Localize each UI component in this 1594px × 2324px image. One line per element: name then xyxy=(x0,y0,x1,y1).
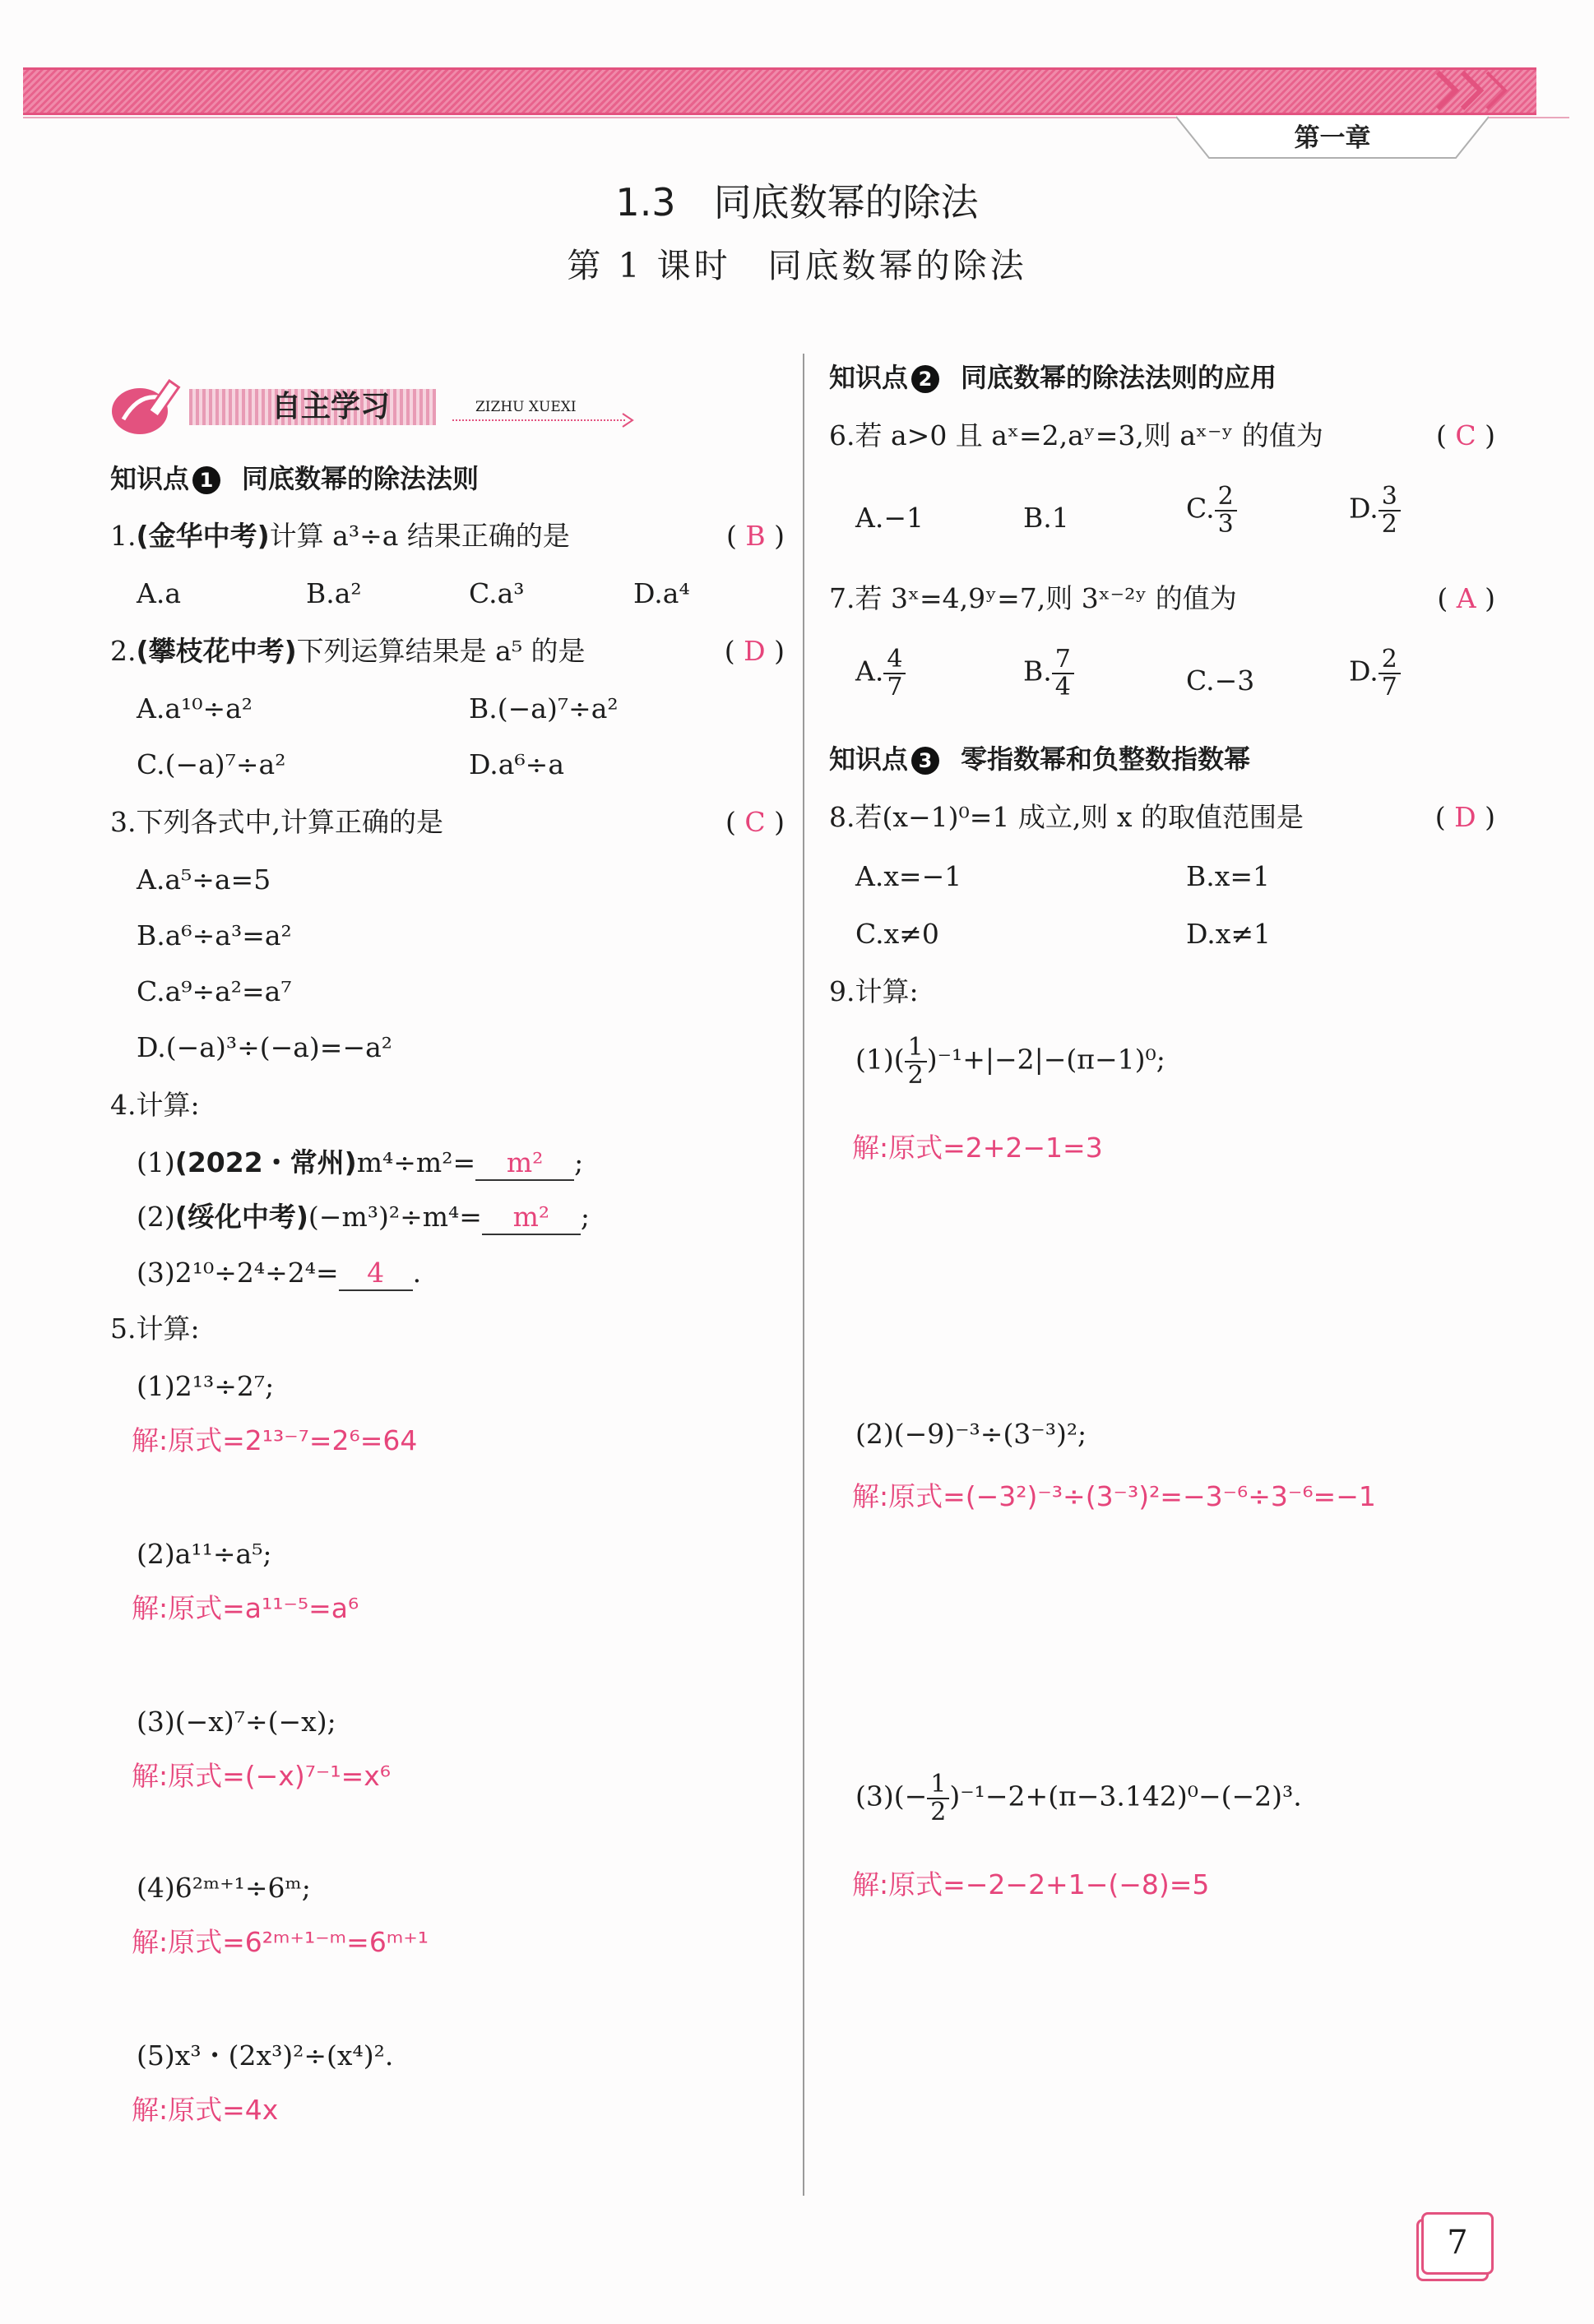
lesson-subtitle: 第 1 课时 同底数幂的除法 xyxy=(567,246,1027,285)
q5-solution-5: 解:原式=4x xyxy=(132,2094,279,2126)
kp-number: 1 xyxy=(192,466,220,494)
section-pinyin: ZIZHU XUEXI xyxy=(475,399,577,415)
header-band xyxy=(23,67,1536,115)
answer-choice: D xyxy=(1454,801,1476,833)
q4-part-1: (1)(2022・常州)m⁴÷m²= m² ; xyxy=(137,1146,583,1181)
q9-part-1: (1)( $\frac{1}{2}$ )⁻¹+|−2|−(π−1)⁰; xyxy=(855,1033,1165,1090)
question-6: 6.若 a>0 且 aˣ=2,aʸ=3,则 aˣ⁻ʸ 的值为 ( C ) xyxy=(829,419,1495,451)
option-d: D.x≠1 xyxy=(1186,918,1272,950)
question-7: 7.若 3ˣ=4,9ʸ=7,则 3ˣ⁻²ʸ 的值为 ( A ) xyxy=(829,582,1495,614)
option-c: C.−3 xyxy=(1186,664,1255,697)
q9-solution-1: 解:原式=2+2−1=3 xyxy=(852,1132,1103,1164)
question-4: 4.计算: xyxy=(110,1089,200,1121)
q5-solution-4: 解:原式=6²ᵐ⁺¹⁻ᵐ=6ᵐ⁺¹ xyxy=(132,1926,429,1958)
option-c: C.a⁹÷a²=a⁷ xyxy=(137,975,292,1007)
answer-blank: 4 xyxy=(339,1257,413,1291)
option-a: A. $\frac{4}{7}$ xyxy=(855,646,906,700)
option-c: C.x≠0 xyxy=(855,918,939,950)
chapter-tab xyxy=(1176,115,1489,161)
q5-solution-1: 解:原式=2¹³⁻⁷=2⁶=64 xyxy=(132,1424,418,1456)
option-c: C. $\frac{2}{3}$ xyxy=(1186,484,1237,537)
q9-part-3: (3)(− $\frac{1}{2}$ )⁻¹−2+(π−3.142)⁰−(−2)³. xyxy=(855,1770,1302,1826)
option-d: D.a⁴ xyxy=(633,577,690,609)
page-title: 1.3 同底数幂的除法 xyxy=(615,180,979,225)
page-number-badge xyxy=(1416,2212,1499,2275)
q9-solution-3: 解:原式=−2−2+1−(−8)=5 xyxy=(852,1868,1210,1900)
option-a: A.a¹⁰÷a² xyxy=(137,692,253,725)
q5-part-3: (3)(−x)⁷÷(−x); xyxy=(137,1706,336,1738)
answer-choice: C xyxy=(744,806,766,838)
pen-icon xyxy=(107,374,189,440)
option-a: A.a xyxy=(137,577,181,609)
question-8: 8.若(x−1)⁰=1 成立,则 x 的取值范围是 ( D ) xyxy=(829,801,1495,833)
question-5: 5.计算: xyxy=(110,1312,200,1345)
answer-choice: B xyxy=(745,520,766,552)
column-divider xyxy=(803,354,804,2196)
question-9: 9.计算: xyxy=(829,975,919,1007)
q9-part-2: (2)(−9)⁻³÷(3⁻³)²; xyxy=(855,1418,1087,1450)
option-c: C.(−a)⁷÷a² xyxy=(137,748,286,780)
question-3: 3.下列各式中,计算正确的是 ( C ) xyxy=(110,806,785,838)
option-b: B.a⁶÷a³=a² xyxy=(137,919,292,951)
option-b: B.1 xyxy=(1023,502,1069,534)
knowledge-point-3: 知识点 3 零指数幂和负整数指数幂 xyxy=(829,743,1251,775)
option-d: D.(−a)³÷(−a)=−a² xyxy=(137,1031,393,1063)
answer-choice: C xyxy=(1455,419,1476,451)
section-label: 自主学习 xyxy=(271,390,391,424)
answer-choice: A xyxy=(1456,582,1476,614)
chevron-right-icon xyxy=(1431,66,1538,115)
option-c: C.a³ xyxy=(469,577,525,609)
option-a: A.−1 xyxy=(855,502,924,534)
option-b: B.x=1 xyxy=(1186,860,1270,892)
kp-number: 2 xyxy=(911,365,939,393)
kp-number: 3 xyxy=(911,747,939,775)
answer-blank: m² xyxy=(482,1201,581,1235)
q5-part-4: (4)6²ᵐ⁺¹÷6ᵐ; xyxy=(137,1872,311,1904)
option-d: D. $\frac{3}{2}$ xyxy=(1349,484,1401,537)
answer-choice: D xyxy=(744,635,766,667)
q5-part-1: (1)2¹³÷2⁷; xyxy=(137,1370,275,1402)
q4-part-2: (2)(绥化中考)(−m³)²÷m⁴= m² ; xyxy=(137,1201,590,1235)
knowledge-point-1: 知识点 1 同底数幂的除法法则 xyxy=(110,463,480,494)
q4-part-3: (3)2¹⁰÷2⁴÷2⁴= 4 . xyxy=(137,1257,421,1291)
option-a: A.x=−1 xyxy=(855,860,962,892)
question-1: 1.(金华中考)计算 a³÷a 结果正确的是 ( B ) xyxy=(110,520,785,552)
q5-solution-3: 解:原式=(−x)⁷⁻¹=x⁶ xyxy=(132,1760,391,1792)
q5-part-2: (2)a¹¹÷a⁵; xyxy=(137,1538,272,1570)
answer-blank: m² xyxy=(475,1146,574,1181)
option-a: A.a⁵÷a=5 xyxy=(137,863,271,896)
knowledge-point-2: 知识点 2 同底数幂的除法法则的应用 xyxy=(829,362,1277,393)
option-b: B. $\frac{7}{4}$ xyxy=(1023,646,1074,700)
section-banner xyxy=(107,374,633,440)
chapter-label: 第一章 xyxy=(1294,123,1371,153)
option-b: B.(−a)⁷÷a² xyxy=(469,692,619,725)
arrow-right-icon xyxy=(621,412,637,428)
q5-solution-2: 解:原式=a¹¹⁻⁵=a⁶ xyxy=(132,1592,359,1624)
q9-solution-2: 解:原式=(−3²)⁻³÷(3⁻³)²=−3⁻⁶÷3⁻⁶=−1 xyxy=(852,1480,1376,1512)
page-number: 7 xyxy=(1421,2212,1494,2275)
option-d: D.a⁶÷a xyxy=(469,748,564,780)
question-2: 2.(攀枝花中考)下列运算结果是 a⁵ 的是 ( D ) xyxy=(110,635,785,667)
option-b: B.a² xyxy=(306,577,362,609)
q5-part-5: (5)x³・(2x³)²÷(x⁴)². xyxy=(137,2039,394,2072)
option-d: D. $\frac{2}{7}$ xyxy=(1349,646,1401,700)
